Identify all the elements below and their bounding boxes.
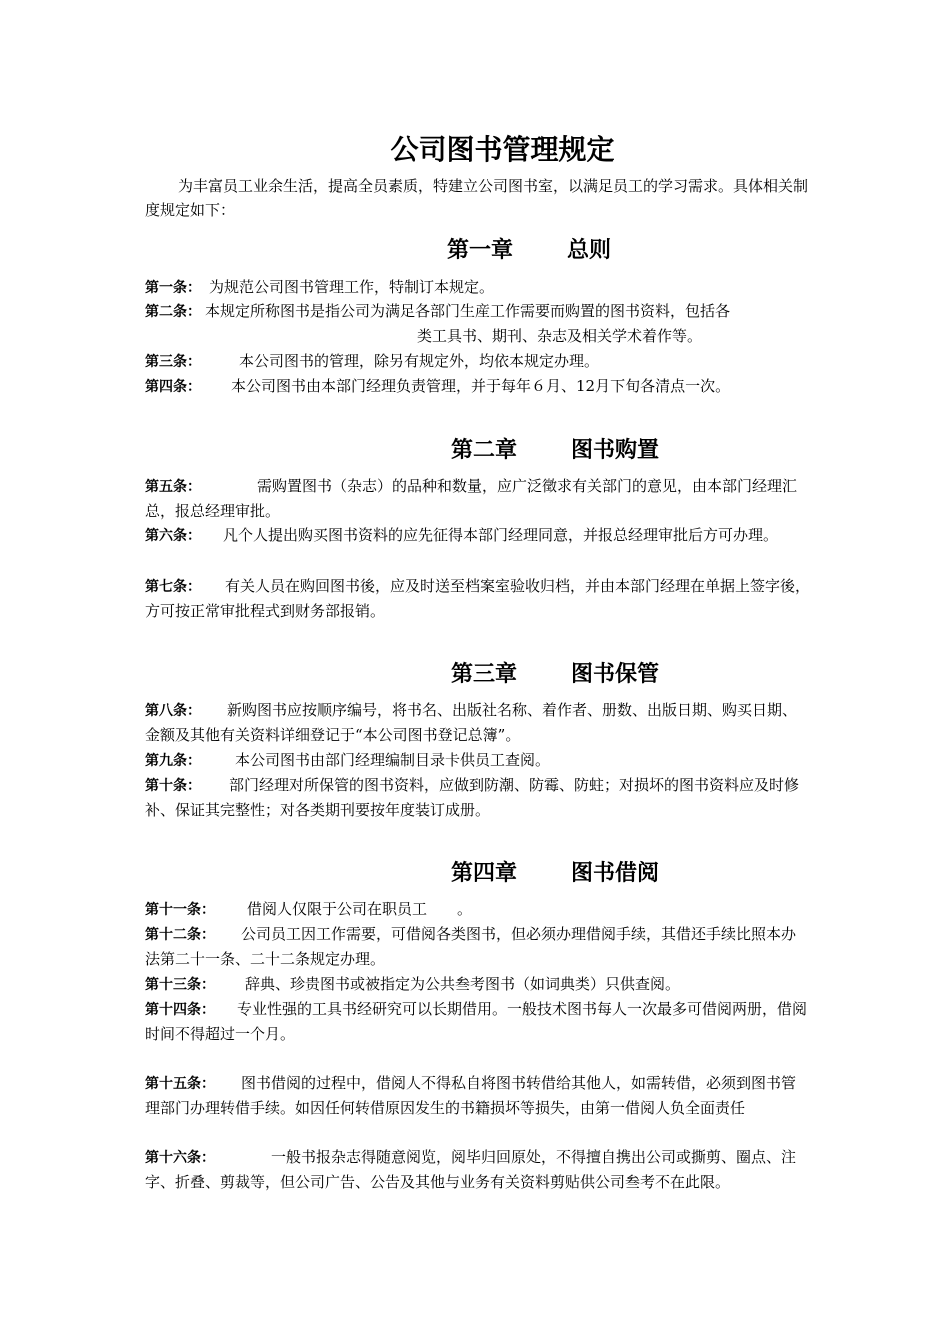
chapter-name: 图书购置 bbox=[571, 438, 660, 463]
chapter-name: 图书保管 bbox=[571, 662, 660, 687]
article-label: 第四条： bbox=[145, 379, 201, 395]
article-text: 本公司图书的管理，除另有规定外，均依本规定办理。 bbox=[239, 352, 600, 370]
article-text: 凡个人提出购买图书资料的应先征得本部门经理同意，并报总经理审批后方可办理。 bbox=[223, 526, 779, 544]
chapter-number: 第四章 bbox=[450, 861, 517, 886]
article-text: 一般书报杂志得随意阅览，阅毕归回原处，不得擅自携出公司或撕剪、圈点、注字、折叠、剪裁等，但公司广告、公告及其他与业务有关资料剪贴供公司叁考不在此限。 bbox=[145, 1148, 797, 1191]
article-label: 第十五条： bbox=[145, 1076, 215, 1092]
chapter-number: 第二章 bbox=[450, 438, 517, 463]
article-label: 第十三条： bbox=[145, 977, 215, 993]
article bbox=[145, 275, 810, 300]
article-text: 专业性强的工具书经研究可以长期借用。一般技术图书每人一次最多可借阅两册，借阅时间不得超过一个月。 bbox=[145, 1000, 808, 1043]
article-label: 第八条： bbox=[145, 703, 201, 719]
chapter-heading bbox=[0, 233, 950, 264]
article bbox=[145, 773, 810, 822]
article-text: 本公司图书由部门经理编制目录卡供员工查阅。 bbox=[235, 751, 551, 769]
document-title: 公司图书管理规定 bbox=[390, 133, 615, 166]
article-text: 本规定所称图书是指公司为满足各部门生産工作需要而购置的图书资料，包括各 bbox=[205, 302, 731, 320]
chapter-heading bbox=[0, 657, 950, 688]
article-text: 有关人员在购回图书後，应及时送至档案室验收归档，并由本部门经理在单据上签字後，方可按正常审批程式到财务部报销。 bbox=[145, 577, 811, 620]
article-label: 第十二条： bbox=[145, 927, 215, 943]
article-label: 第七条： bbox=[145, 579, 201, 595]
article-label: 第十六条： bbox=[145, 1150, 215, 1166]
article-label: 第一条： bbox=[145, 280, 201, 296]
article-text: 本公司图书由本部门经理负责管理，并于每年６月、12月下旬各清点一次。 bbox=[231, 377, 731, 395]
chapter-heading bbox=[0, 856, 950, 887]
article bbox=[145, 922, 810, 971]
article-label: 第六条： bbox=[145, 528, 201, 544]
article-label: 第十条： bbox=[145, 778, 201, 794]
article bbox=[145, 997, 810, 1046]
article-label: 第三条： bbox=[145, 354, 201, 370]
article-label: 第十一条： bbox=[145, 902, 215, 918]
article bbox=[145, 349, 810, 374]
intro-paragraph: 为丰富员工业余生活，提高全员素质，特建立公司图书室，以满足员工的学习需求。具体相关制度规定如下： bbox=[145, 177, 809, 219]
article-text: 部门经理对所保管的图书资料，应做到防潮、防霉、防蛀；对损坏的图书资料应及时修补、保证其完整性；对各类期刊要按年度装订成册。 bbox=[145, 776, 800, 819]
article bbox=[145, 299, 810, 348]
chapter-heading bbox=[0, 433, 950, 464]
article-label: 第二条： bbox=[145, 304, 201, 320]
article bbox=[145, 523, 810, 548]
article-text: 借阅人仅限于公司在职员工 。 bbox=[247, 900, 473, 918]
article bbox=[145, 474, 810, 523]
article bbox=[145, 748, 810, 773]
chapter-number: 第三章 bbox=[450, 662, 517, 687]
chapter-name: 图书借阅 bbox=[571, 861, 660, 886]
article-text: 图书借阅的过程中，借阅人不得私自将图书转借给其他人，如需转借，必须到图书管理部门办理转借手续。如因任何转借原因发生的书籍损坏等损失，由第一借阅人负全面责任 bbox=[145, 1074, 797, 1117]
article bbox=[145, 698, 810, 747]
article-label: 第五条： bbox=[145, 479, 201, 495]
article-label: 第十四条： bbox=[145, 1002, 215, 1018]
article bbox=[145, 374, 825, 399]
article-text: 公司员工因工作需要，可借阅各类图书，但必须办理借阅手续，其借还手续比照本办法第二十一条、二十二条规定办理。 bbox=[145, 925, 797, 968]
article-text: 为规范公司图书管理工作，特制订本规定。 bbox=[209, 278, 495, 296]
article-text-continued: 类工具书、期刊、杂志及相关学术着作等。 bbox=[417, 327, 703, 345]
article bbox=[145, 574, 810, 623]
article bbox=[145, 1145, 810, 1194]
chapter-number: 第一章 bbox=[446, 238, 513, 263]
article-text: 需购置图书（杂志）的品种和数量，应广泛徵求有关部门的意见，由本部门经理汇总，报总经理审批。 bbox=[145, 477, 798, 520]
article-label: 第九条： bbox=[145, 753, 201, 769]
article bbox=[145, 1071, 810, 1120]
article bbox=[145, 897, 810, 922]
article-text: 新购图书应按顺序编号，将书名、出版社名称、着作者、册数、出版日期、购买日期、金额及其他有关资料详细登记于“本公司图书登记总簿”。 bbox=[145, 701, 798, 744]
chapter-name: 总则 bbox=[567, 238, 612, 263]
article-text: 辞典、珍贵图书或被指定为公共叁考图书（如词典类）只供查阅。 bbox=[245, 975, 681, 993]
article bbox=[145, 972, 810, 997]
